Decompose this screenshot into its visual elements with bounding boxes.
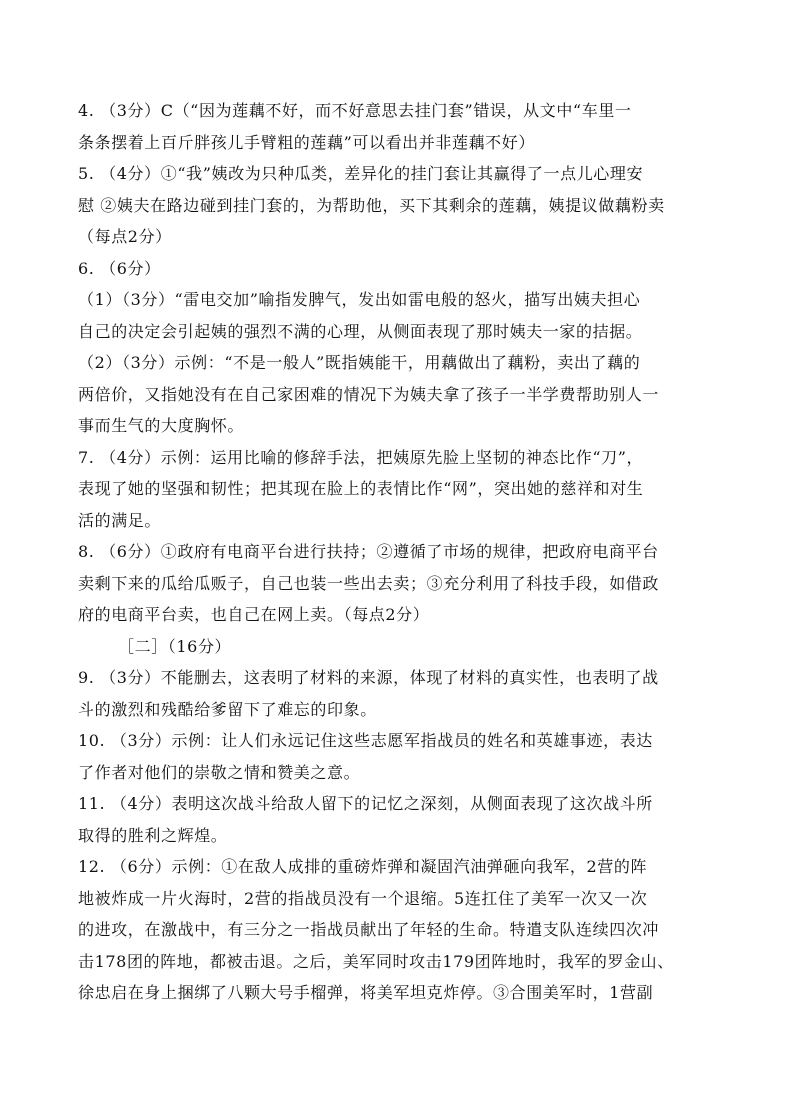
answer-7-line-1: 7. （4分）示例：运用比喻的修辞手法，把姨原先脸上坚韧的神态比作“刀”， <box>78 447 644 467</box>
answer-12-line-1: 12. （6分）示例：①在敌人成排的重磅炸弹和凝固汽油弹砸向我军，2营的阵 <box>78 857 648 876</box>
answer-9-line-2: 斗的激烈和残酷给爹留下了难忘的印象。 <box>78 699 377 719</box>
answer-6-heading: 6. （6分） <box>78 258 161 278</box>
answer-11-line-1: 11. （4分）表明这次战斗给敌人留下的记忆之深刻，从侧面表现了这次战斗所 <box>78 794 653 813</box>
answer-6-part-1-line-2: 自己的决定会引起姨的强烈不满的心理，从侧面表现了那时姨夫一家的拮据。 <box>78 321 643 341</box>
answer-7-line-2: 表现了她的坚强和韧性；把其现在脸上的表情比作“网”，突出她的慈祥和对生 <box>78 479 644 498</box>
answer-12-line-2: 地被炸成一片火海时，2营的指战员没有一个退缩。5连扛住了美军一次又一次 <box>78 888 648 908</box>
answer-5-line-1: 5. （4分）①“我”姨改为只种瓜类，差异化的挂门套让其赢得了一点儿心理安 <box>78 164 644 183</box>
answer-10-line-1: 10. （3分）示例：让人们永远记住这些志愿军指战员的姓名和英雄事迹，表达 <box>78 731 653 750</box>
answer-11-line-2: 取得的胜利之辉煌。 <box>78 825 228 845</box>
answer-4-line-2: 条条摆着上百斤胖孩儿手臂粗的莲藕”可以看出并非莲藕不好） <box>78 132 535 152</box>
answer-9-line-1: 9. （3分）不能删去，这表明了材料的来源，体现了材料的真实性，也表明了战 <box>78 668 659 687</box>
answer-6-part-1-line-1: （1）（3分）“雷电交加”喻指发脾气，发出如雷电般的怒火，描写出姨夫担心 <box>78 290 641 309</box>
answer-text-block <box>78 95 718 1009</box>
answer-10-line-2: 了作者对他们的崇敬之情和赞美之意。 <box>78 762 361 782</box>
section-2-heading: ［二］（16分） <box>118 636 232 656</box>
answer-8-line-3: 府的电商平台卖，也自己在网上卖。（每点2分） <box>78 605 430 624</box>
answer-8-line-1: 8. （6分）①政府有电商平台进行扶持；②遵循了市场的规律，把政府电商平台 <box>78 542 659 561</box>
answer-7-line-3: 活的满足。 <box>78 510 162 530</box>
answer-4-line-1: 4. （3分）C（“因为莲藕不好，而不好意思去挂门套”错误，从文中“车里一 <box>78 101 632 120</box>
answer-12-line-5: 徐忠启在身上捆绑了八颗大号手榴弹，将美军坦克炸停。③合围美军时，1营副 <box>78 983 654 1002</box>
answer-6-part-2-line-3: 事而生气的大度胸怀。 <box>78 416 245 435</box>
answer-12-line-4: 击178团的阵地，都被击退。之后，美军同时攻击179团阵地时，我军的罗金山、 <box>78 951 674 971</box>
answer-5-line-3: （每点2分） <box>78 227 172 246</box>
answer-12-line-3: 的进攻，在激战中，有三分之一指战员献出了年轻的生命。特遣支队连续四次冲 <box>78 920 660 939</box>
answer-5-line-2: 慰 ②姨夫在路边碰到挂门套的，为帮助他，买下其剩余的莲藕，姨提议做藕粉卖 <box>78 195 665 215</box>
answer-6-part-2-line-2: 两倍价，又指她没有在自己家困难的情况下为姨夫拿了孩子一半学费帮助别人一 <box>78 384 660 404</box>
answer-8-line-2: 卖剩下来的瓜给瓜贩子，自己也装一些出去卖；③充分利用了科技手段，如借政 <box>78 573 660 593</box>
answer-6-part-2-line-1: （2）（3分）示例：“不是一般人”既指姨能干，用藕做出了藕粉，卖出了藕的 <box>78 353 641 372</box>
